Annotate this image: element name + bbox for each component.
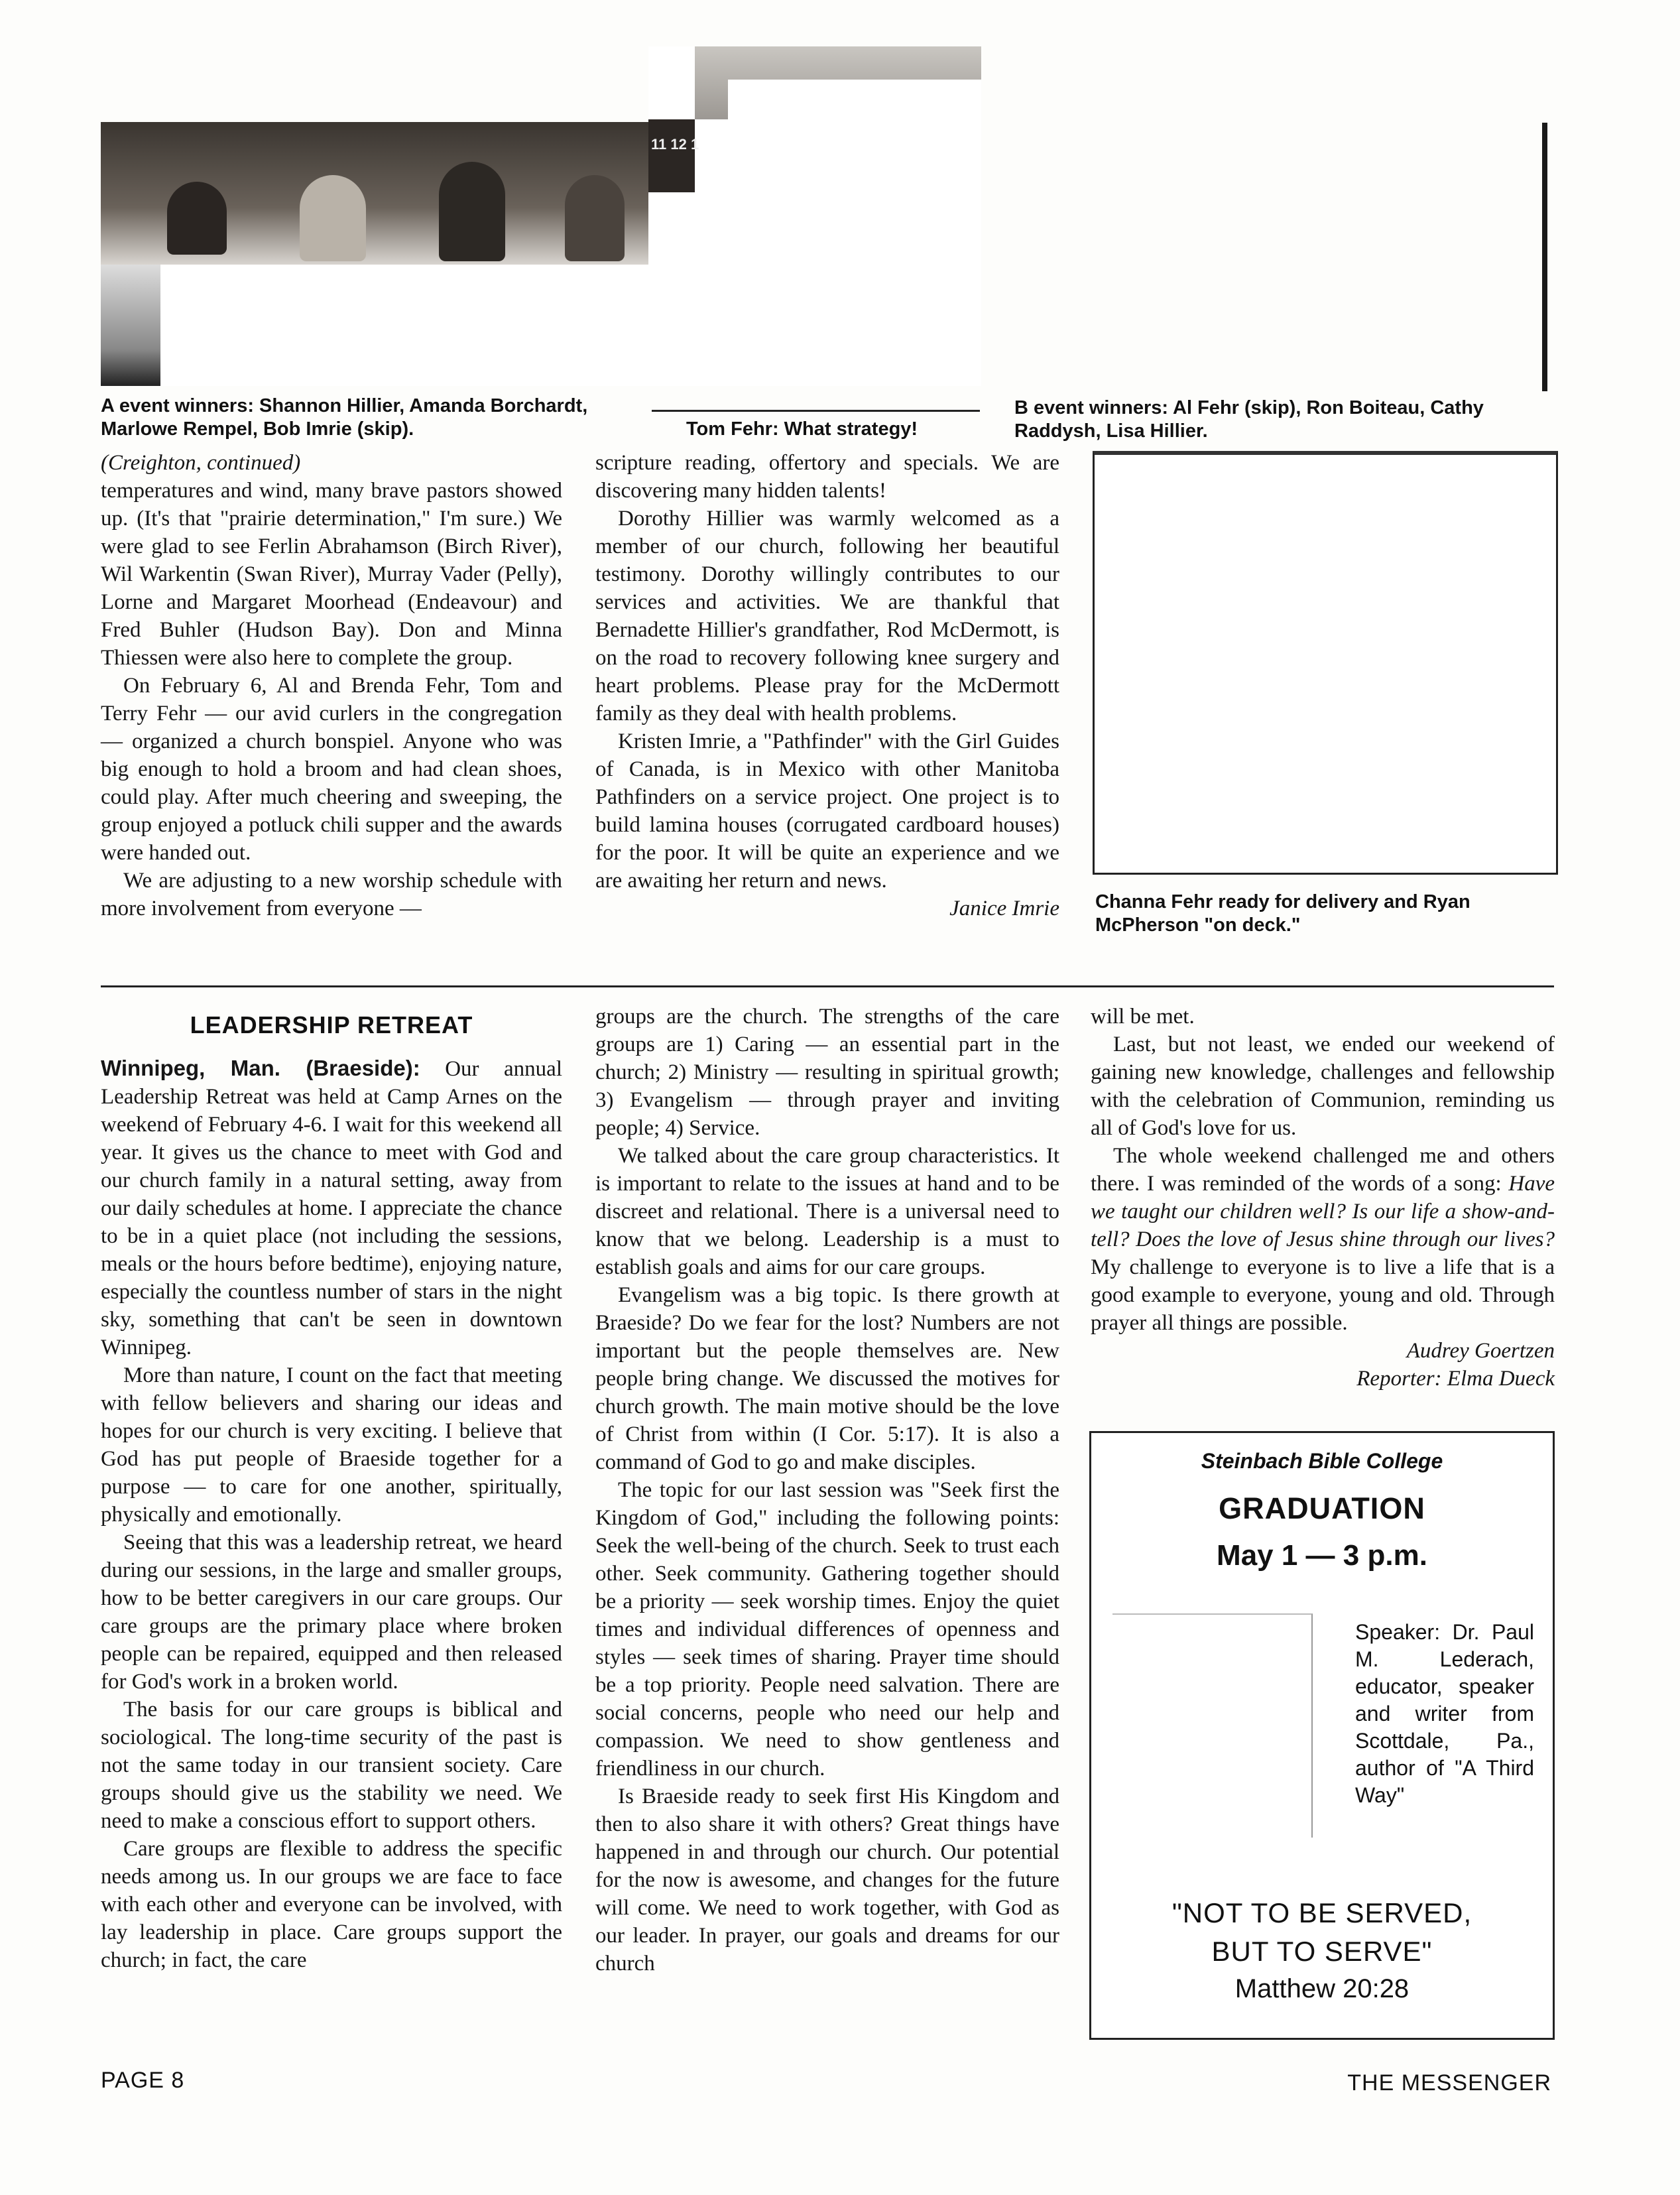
retreat-signature: Audrey Goertzen xyxy=(1406,1339,1555,1363)
retreat-reporter: Reporter: Elma Dueck xyxy=(1356,1367,1555,1391)
retreat-dateline: Winnipeg, Man. (Braeside): xyxy=(101,1056,420,1080)
section-divider xyxy=(101,985,1554,987)
creighton-signature: Janice Imrie xyxy=(949,897,1059,920)
tom-caption: Tom Fehr: What strategy! xyxy=(686,418,918,440)
photo-left-edge xyxy=(101,265,160,386)
channa-photo xyxy=(1093,451,1558,875)
ad-date: May 1 — 3 p.m. xyxy=(1217,1539,1427,1572)
retreat-paragraph xyxy=(101,1054,562,1361)
retreat-headline: LEADERSHIP RETREAT xyxy=(190,1011,473,1038)
creighton-paragraph: Kristen Imrie, a "Pathfinder" with the Girl Guides of Canada, is in Mexico with other Manitoba Pathfinders on a service project. One project is to build lamina houses (corrugated cardboard houses) for the poor. It will be quite an experience and we are awaiting her return and news. xyxy=(595,729,1059,893)
retreat-paragraph: The topic for our last session was "Seek first the Kingdom of God," including the following points: Seek the well-being of the church. Seek to trust each other. Seek community. Gathering together should be a priority — seek worship times. Enjoy the quiet times and individual differences of openness and styles — seek times of sharing. Prayer time should be a top priority. People need salvation. There are social concerns, people who need our help and compassion. We need to show gentleness and friendliness in our church. xyxy=(595,1478,1059,1781)
retreat-paragraph: groups are the church. The strengths of the care groups are 1) Caring — an essential part in the church; 2) Ministry — resulting in spiritual growth; 3) Evangelism — through prayer and inviting people; 4) Service. xyxy=(595,1005,1059,1140)
clock-label: 11 12 1 xyxy=(651,136,699,153)
creighton-col-1 xyxy=(101,449,562,922)
page-number: PAGE 8 xyxy=(101,2068,185,2093)
photo-white-mask xyxy=(160,265,648,386)
ad-speaker: Speaker: Dr. Paul M. Lederach, educator, speaker and writer from Scottdale, Pa., author of "A Third Way" xyxy=(1355,1620,1534,1807)
retreat-paragraph: Is Braeside ready to seek first His Kingdom and then to also share it with others? Great things have happened in and through our church. Our potential for the now is awesome, and changes for the future will come. We need to work together, with God as our leader. In prayer, our goals and dreams for our church xyxy=(595,1785,1059,1976)
tom-photo-left xyxy=(648,119,695,192)
retreat-song-lyrics: Have we taught our children well? Is our life a show-and-tell? Does the love of Jesus shine through our lives? xyxy=(1091,1172,1555,1251)
retreat-col-1 xyxy=(101,1054,562,1974)
channa-caption: Channa Fehr ready for delivery and Ryan McPherson "on deck." xyxy=(1095,891,1470,936)
retreat-paragraph: More than nature, I count on the fact that meeting with fellow believers and sharing our ideas and hopes for our church is very exciting. I believe that God has put people of Braeside together for a purpose — to care for one another, spiritually, physically and emotionally. xyxy=(101,1363,562,1527)
retreat-paragraph: Seeing that this was a leadership retreat, we heard during our sessions, in the large and smaller groups, how to be better caregivers in our care groups. Our care groups are the primary place where broken people can be repaired, equipped and then released for God's work in a broken world. xyxy=(101,1531,562,1694)
ad-event: GRADUATION xyxy=(1219,1491,1425,1525)
photo-people-silhouettes xyxy=(154,162,618,261)
retreat-song-intro: The whole weekend challenged me and others there. I was reminded of the words of a song: xyxy=(1091,1144,1555,1196)
retreat-paragraph: The basis for our care groups is biblical and sociological. The long-time security of the past is not the same today in our transient society. Care groups should give us the stability we need. We need to make a conscious effort to support others. xyxy=(101,1698,562,1833)
retreat-challenge: My challenge to everyone is to live a life that is a good example to everyone, young and old. Through prayer all things are possible. xyxy=(1091,1255,1555,1335)
tom-photo-mask xyxy=(728,80,981,386)
continued-label: (Creighton, continued) xyxy=(101,451,301,475)
creighton-paragraph: scripture reading, offertory and specials. We are discovering many hidden talents! xyxy=(595,451,1059,503)
creighton-paragraph: temperatures and wind, many brave pastors showed up. (It's that "prairie determination," I'm sure.) We were glad to see Ferlin Abrahamson (Birch River), Wil Warkentin (Swan River), Murray Vader (Pelly), Lorne and Margaret Moorhead (Endeavour) and Fred Buhler (Hudson Bay). Don and Minna Thiessen were also here to complete the group. xyxy=(101,479,562,670)
tom-photo xyxy=(648,46,981,386)
retreat-intro: Our annual Leadership Retreat was held at Camp Arnes on the weekend of February 4-6. I wait for this weekend all year. It gives us the chance to meet with God and our church family in a natural setting, away from our daily schedules at home. I appreciate the chance to be in a quiet place (not including the sessions, meals or the hours before bedtime), enjoying nature, especially the countless number of stars in the night sky, something that can't be seen in downtown Winnipeg. xyxy=(101,1057,562,1359)
creighton-paragraph: Dorothy Hillier was warmly welcomed as a member of our church, following her beautiful testimony. Dorothy willingly contributes to our services and activities. We are thankful that Bernadette Hillier's grandfather, Rod McDermott, is on the road to recovery following knee surgery and heart problems. Please pray for the McDermott family as they deal with health problems. xyxy=(595,507,1059,725)
retreat-paragraph: will be met. xyxy=(1091,1005,1195,1029)
creighton-paragraph: We are adjusting to a new worship schedule with more involvement from everyone — xyxy=(101,869,562,920)
retreat-col-2 xyxy=(595,1003,1059,1977)
retreat-col-3 xyxy=(1091,1003,1555,1393)
retreat-paragraph: We talked about the care group characteristics. It is important to relate to the issues at hand and to be discreet and relational. There is a universal need to know that we belong. Leadership is a must to establish goals and aims for our care groups. xyxy=(595,1144,1059,1279)
retreat-paragraph: Care groups are flexible to address the specific needs among us. In our groups we are face to face with each other and everyone can be involved, with lay leadership in place. Care groups support the church; in fact, the care xyxy=(101,1837,562,1972)
speaker-photo xyxy=(1112,1613,1313,1838)
a-event-photo xyxy=(101,122,648,386)
ad-motto-line-2: BUT TO SERVE" xyxy=(1211,1936,1433,1967)
ad-verse: Matthew 20:28 xyxy=(1234,1974,1410,2003)
retreat-paragraph: Last, but not least, we ended our weekend of gaining new knowledge, challenges and fellowship with the celebration of Communion, reminding us all of God's love for us. xyxy=(1091,1033,1555,1140)
tom-caption-rule xyxy=(652,410,980,412)
publication-name: THE MESSENGER xyxy=(1347,2070,1551,2096)
creighton-col-2 xyxy=(595,449,1059,922)
retreat-paragraph: Evangelism was a big topic. Is there growth at Braeside? Do we fear for the lost? Numbers are not important but the people themselves are. New people bring change. We discussed the motives for church growth. The main motive should be the love of Christ from within (I Cor. 5:17). It is also a command of God to go and make disciples. xyxy=(595,1283,1059,1474)
graduation-ad xyxy=(1089,1431,1555,2040)
ad-motto-line-1: "NOT TO BE SERVED, xyxy=(1171,1897,1472,1928)
creighton-paragraph: On February 6, Al and Brenda Fehr, Tom and Terry Fehr — our avid curlers in the congregation — organized a church bonspiel. Anyone who was big enough to hold a broom and had clean shoes, could play. After much cheering and sweeping, the group enjoyed a potluck chili supper and the awards were handed out. xyxy=(101,674,562,865)
b-event-caption: B event winners: Al Fehr (skip), Ron Boiteau, Cathy Raddysh, Lisa Hillier. xyxy=(1014,397,1484,442)
a-event-caption: A event winners: Shannon Hillier, Amanda Borchardt, Marlowe Rempel, Bob Imrie (skip). xyxy=(101,395,588,440)
retreat-paragraph xyxy=(1091,1142,1555,1337)
ad-college: Steinbach Bible College xyxy=(1201,1449,1443,1473)
b-event-photo-edge xyxy=(1542,123,1547,391)
